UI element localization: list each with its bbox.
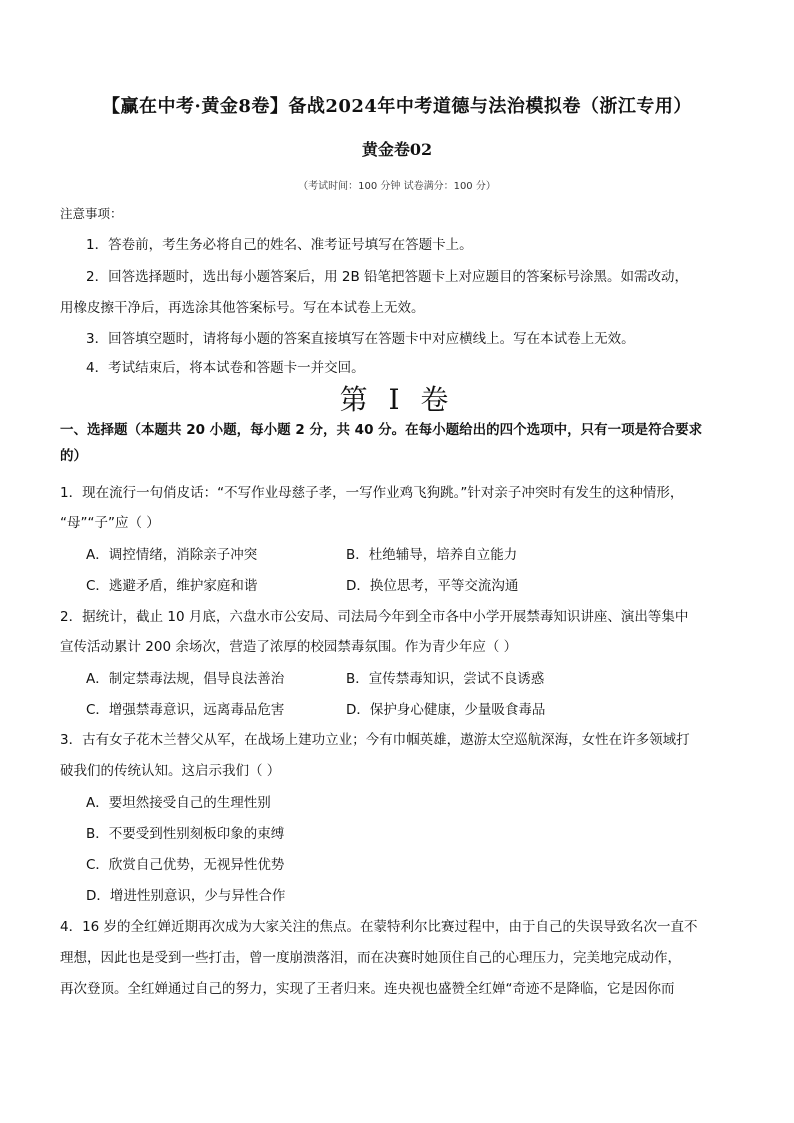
option-b: B．杜绝辅导，培养自立能力 [346,547,518,563]
notes-heading: 注意事项： [60,206,123,221]
option-c: C．增强禁毒意识，远离毒品危害 [86,702,285,718]
option-b: B．不要受到性别刻板印象的束缚 [86,826,285,842]
note-item: 2．回答选择题时，选出每小题答案后，用 2B 铅笔把答题卡上对应题目的答案标号涂黑。如需改动， [86,269,689,285]
question-stem: 再次登顶。全红婵通过自己的努力，实现了王者归来。连央视也盛赞全红婵“奇迹不是降临，它是因你而 [60,981,675,997]
option-d: D．保护身心健康，少量吸食毒品 [346,702,546,718]
note-item: 4．考试结束后，将本试卷和答题卡一并交回。 [86,360,365,376]
question-stem: 2．据统计，截止 10 月底，六盘水市公安局、司法局今年到全市各中小学开展禁毒知识讲座、演出等集中 [60,609,689,625]
exam-title: 【赢在中考·黄金8卷】备战2024年中考道德与法治模拟卷（浙江专用） [102,96,692,117]
option-c: C．逃避矛盾，维护家庭和谐 [86,578,258,594]
question-stem: 理想，因此也是受到一些打击，曾一度崩溃落泪，而在决赛时她顶住自己的心理压力，完美地完成动作， [60,950,681,966]
question-stem: 破我们的传统认知。这启示我们（ ） [60,763,281,779]
note-item: 1．答卷前，考生务必将自己的姓名、准考证号填写在答题卡上。 [86,237,473,253]
section-heading: 的） [60,448,87,464]
question-stem: 3．古有女子花木兰替父从军，在战场上建功立业；今有巾帼英雄，遨游太空巡航深海，女性在许多领域打 [60,732,690,748]
question-stem: 宣传活动累计 200 余场次，营造了浓厚的校园禁毒氛围。作为青少年应（ ） [60,639,518,655]
exam-subtitle: 黄金卷02 [361,140,433,159]
question-stem: 4．16 岁的全红婵近期再次成为大家关注的焦点。在蒙特利尔比赛过程中，由于自己的失误导致名次一直不 [60,919,698,935]
option-d: D．增进性别意识，少与异性合作 [86,888,286,904]
option-a: A．调控情绪，消除亲子冲突 [86,547,258,563]
volume-title: 第 I 卷 [339,383,455,416]
option-a: A．制定禁毒法规，倡导良法善治 [86,671,285,687]
option-d: D．换位思考，平等交流沟通 [346,578,519,594]
option-a: A．要坦然接受自己的生理性别 [86,795,271,811]
option-b: B．宣传禁毒知识，尝试不良诱惑 [346,671,545,687]
option-c: C．欣赏自己优势，无视异性优势 [86,857,285,873]
exam-time-info: （考试时间：100 分钟 试卷满分：100 分） [298,181,496,192]
question-stem: “母”“子”应（ ） [60,515,160,531]
note-item: 3．回答填空题时，请将每小题的答案直接填写在答题卡中对应横线上。写在本试卷上无效。 [86,331,635,347]
question-stem: 1．现在流行一句俏皮话：“不写作业母慈子孝，一写作业鸡飞狗跳。”针对亲子冲突时有发生的这种情形， [60,485,684,501]
note-item: 用橡皮擦干净后，再选涂其他答案标号。写在本试卷上无效。 [60,300,425,316]
section-heading: 一、选择题（本题共 20 小题，每小题 2 分，共 40 分。在每小题给出的四个选项中，只有一项是符合要求 [60,422,703,438]
